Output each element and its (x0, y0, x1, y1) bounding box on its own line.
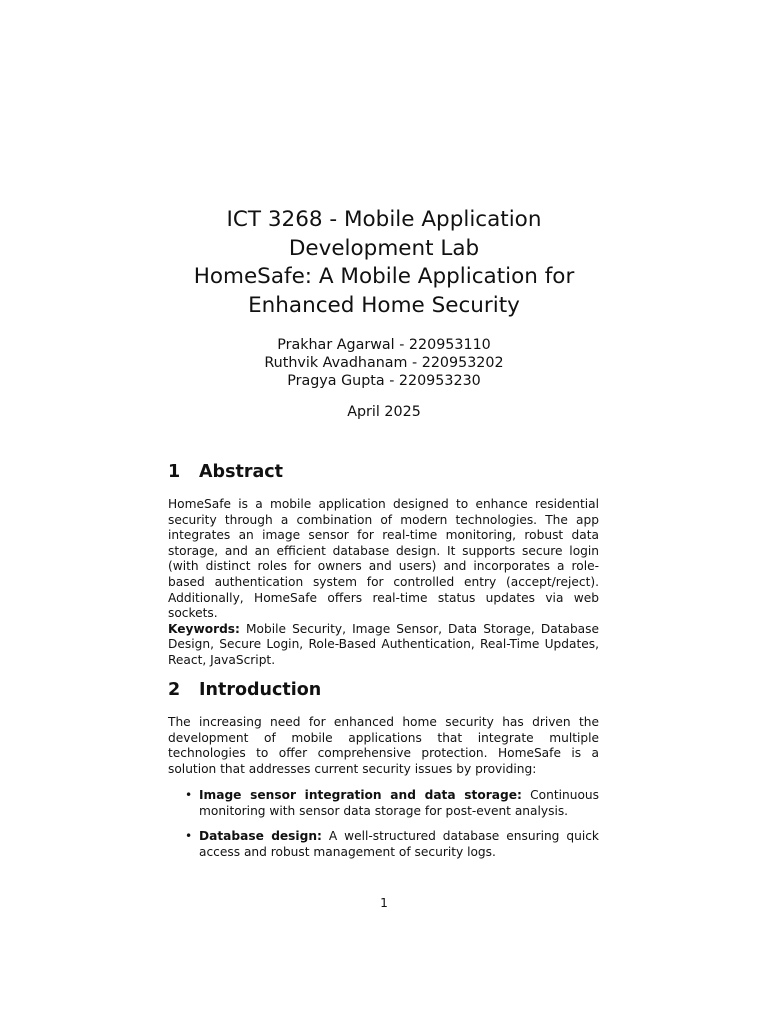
introduction-bullet-list (168, 788, 599, 860)
bullet-icon: • (185, 788, 193, 802)
paper-date: April 2025 (347, 404, 421, 420)
list-item (168, 829, 599, 860)
title-line: Enhanced Home Security (248, 292, 520, 318)
bullet-label: Database design: (199, 829, 322, 844)
section-number: 2 (168, 680, 181, 700)
author: Prakhar Agarwal - 220953110 (277, 337, 491, 353)
title-line: Development Lab (288, 235, 480, 261)
abstract-paragraph (168, 497, 599, 669)
abstract-heading (168, 461, 283, 483)
bullet-icon: • (185, 829, 193, 844)
title-line: ICT 3268 - Mobile Application (226, 207, 542, 232)
keywords-text: Mobile Security, Image Sensor, Data Storage, Database Design, Secure Login, Role-Based Authentication, Real-Time Updates, React, JavaScript. (168, 621, 599, 667)
keywords-label: Keywords: (168, 621, 240, 636)
author: Ruthvik Avadhanam - 220953202 (264, 355, 504, 371)
bullet-text: Continuous monitoring with sensor data storage for post-event analysis. (199, 788, 600, 818)
introduction-paragraph: The increasing need for enhanced home security has driven the development of mobile applications that integrate multiple technologies to offer comprehensive protection. HomeSafe is a solution that addresses current security issues by providing: (168, 715, 599, 776)
list-item (168, 788, 599, 819)
page-number: 1 (380, 896, 388, 910)
abstract-text: HomeSafe is a mobile application designed to enhance residential security through a combination of modern technologies. The app integrates an image sensor for real-time monitoring, robust data storage, and an efficient database design. It supports secure login (with distinct roles for owners and users) and incorporates a role-based authentication system for controlled entry (accept/reject). Additionally, HomeSafe offers real-time status updates via web sockets. (168, 497, 599, 621)
title-line: HomeSafe: A Mobile Application for (193, 264, 575, 289)
bullet-label: Image sensor integration and data storage: (199, 788, 522, 802)
section-title: Introduction (199, 680, 322, 700)
section-number: 1 (168, 462, 181, 482)
author-list (0, 336, 768, 390)
introduction-heading (168, 679, 321, 701)
bullet-text: A well-structured database ensuring quick access and robust management of security logs. (199, 829, 599, 859)
author: Pragya Gupta - 220953230 (287, 373, 481, 389)
paper-title (0, 206, 768, 320)
section-title: Abstract (199, 462, 284, 482)
